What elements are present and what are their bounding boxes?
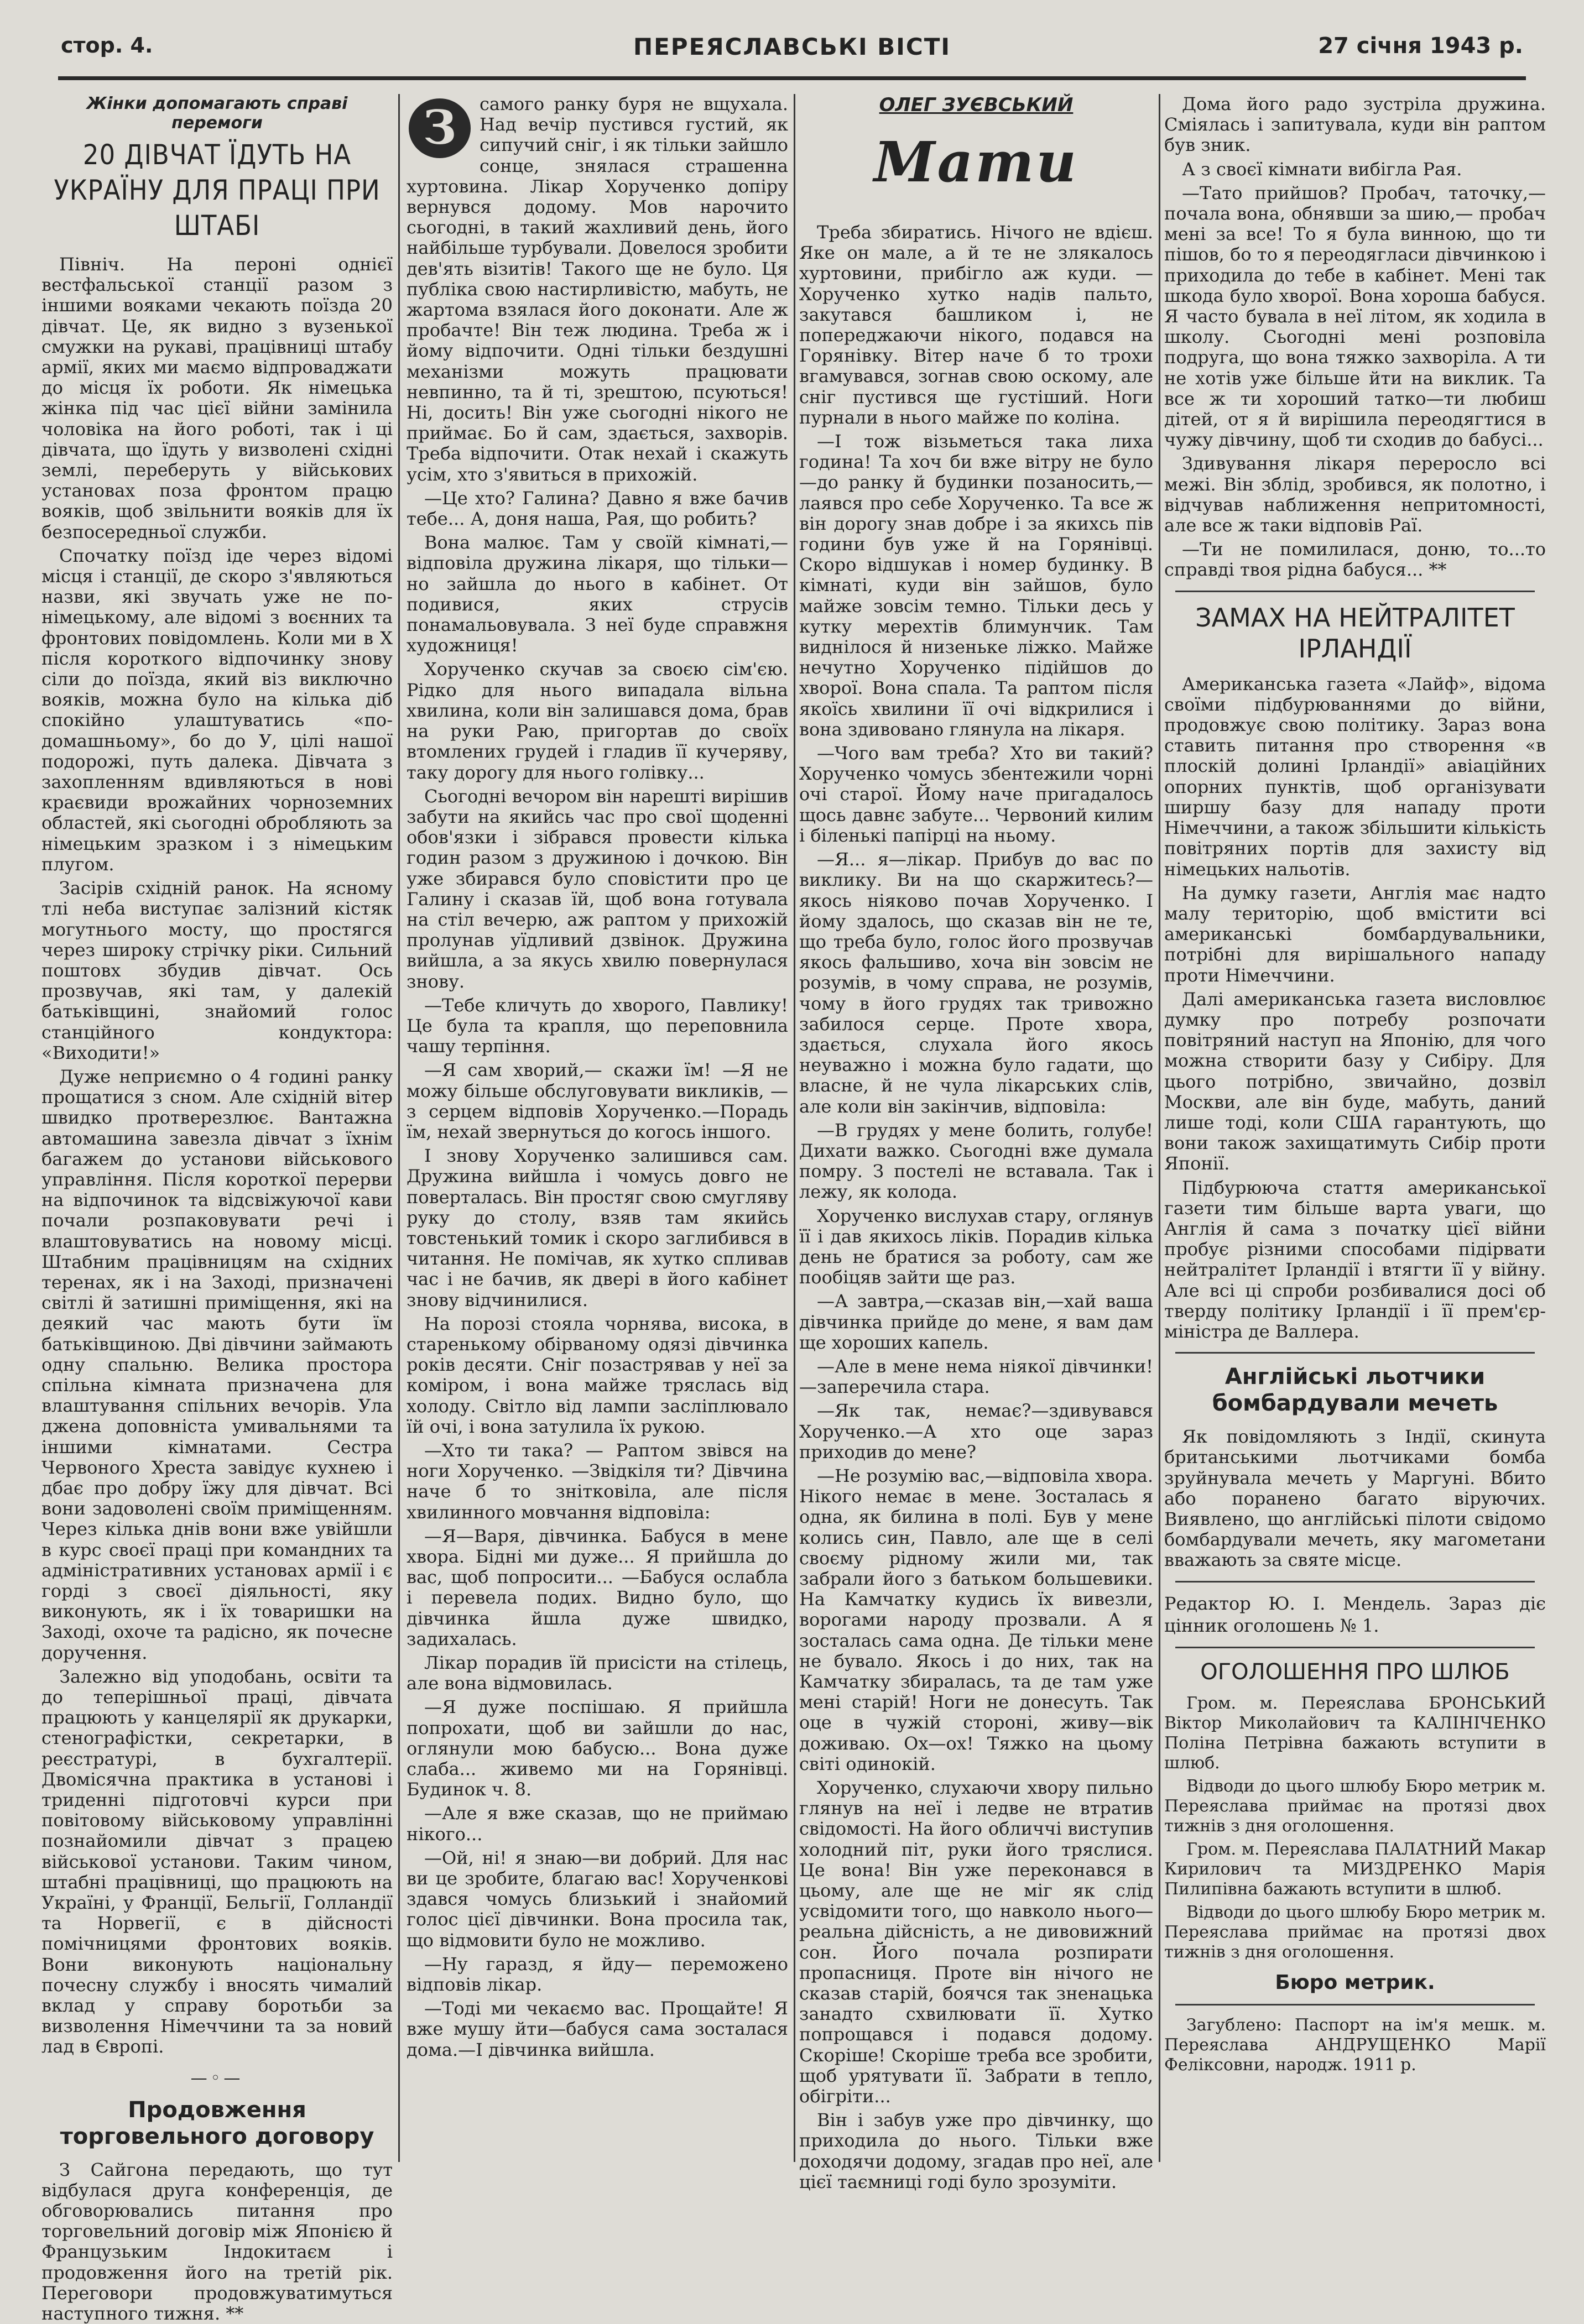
drop-cap-z (407, 95, 473, 161)
paragraph: —А завтра,—сказав він,—хай ваша дівчинка прийде до мене, я вам дам ще хороших капель. (799, 1291, 1153, 1353)
lost-notice: Загублено: Паспорт на ім'я мешк. м. Переяслава АНДРУЩЕНКО Марії Феліксовни, народж. 1911 р. (1164, 2015, 1546, 2075)
paragraph: —Але в мене нема ніякої дівчинки! —заперечила стара. (799, 1355, 1153, 1398)
paragraph: Лікар порадив їй присісти на стілець, але вона відмовилась. (407, 1652, 788, 1694)
paragraph: —Не розумію вас,—відповіла хвора. Нікого немає в мене. Зосталась я одна, як билина в полі. Був у мене колись син, Павло, але ще в селі своєму рідному жили ми, так забрали його з батьком большевики. На Камчатку кудись їх вивезли, ворогами народу прозвали. А я зосталась сама одна. Де тільки мене не бувало. Якось і до них, так на Камчатку збиралась, та де там уже мені старій! Ноги не донесуть. Так оце в чужій стороні, живу—вік доживаю. Ох—ох! Тяжко на цьому світі одинокій. (799, 1465, 1153, 1774)
paragraph: Північ. На пероні однієї вестфальської станції разом з іншими вояками чекають поїзда 20 дівчат. Це, як видно з вузенької смужки на рукаві, працівниці штабу армії, яких ми маємо відпроваджати до місця їх роботи. Як німецька жінка під час цієї війни замінила чоловіка на його роботі, так і ці дівчата, що їдуть у визволені східні землі, переберуть у військових установах поза фронтом працю вояків, щоб звільнити вояків для їх безпосередньої служби. (41, 254, 393, 542)
notice: Гром. м. Переяслава ПАЛАТНИЙ Макар Кирилович та МИЗДРЕНКО Марія Пилипівна бажають вступити в шлюб. (1164, 1839, 1546, 1899)
article-headline: 20 ДІВЧАТ ЇДУТЬ НА УКРАЇНУ ДЛЯ ПРАЦІ ПРИ ШТАБІ (54, 139, 381, 242)
story-title: Мати (873, 129, 1078, 195)
paragraph: —Тато прийшов? Пробач, таточку,— почала вона, обнявши за шию,— пробач мені за все! То я була винною, що ти пішов, бо то я переодягласи дівчинкою і приходила до тебе в кабінет. Мені так шкода було хворої. Вона хороша бабуся. Я часто бувала в неї літом, як ходила в школу. Сьогодні мені розповіла подруга, що вона тяжко захворіла. А ти не хотів уже більше йти на виклик. Та все ж ти хороший татко—ти любиш дітей, от я й вирішила переодягтися в чужу дівчину, щоб ти сходив до бабусі... (1164, 182, 1546, 451)
paragraph: —Я сам хворий,— скажи їм! —Я не можу більше обслуговувати викликів, —з серцем відповів Хорученко.—Порадь їм, нехай звернуться до когось іншого. (407, 1059, 788, 1142)
paragraph: Дуже неприємно о 4 годині ранку прощатися з сном. Але східній вітер швидко протверезлює. Вантажна автомашина завезла дівчат з їхнім багажем до установи військового управління. Після короткої перерви на відпочинок та відсвіжуючої кави почали розпаковувати речі і влаштовуватись на новому місці. Штабним працівницям на східних теренах, як і на Заході, призначені світлі й затишні приміщення, які на деякий час мають бути їм батьківщиною. Дві дівчини займають одну спальню. Велика простора спільна кімната призначена для влаштування спільних вечорів. Ула джена доповніста умивальнями та іншими кімнатами. Сестра Червоного Хреста завідує кухнею і дбає про добру їжу для дівчат. Всі вони задоволені своїм приміщенням. Через кілька днів вони вже увійшли в курс своєї праці при командних та адміністративних установах армії і є горді з своєї діяльності, яку виконують, як і їх товаришки на Заході, охоче та радісно, як почесне доручення. (41, 1066, 393, 1663)
issue-date: 27 січня 1943 р. (1318, 33, 1523, 59)
section-divider (1175, 1352, 1535, 1354)
paragraph: Підбурююча стаття американської газети тим більше варта уваги, що Англія й сама з початку цієї війни пробує різними способами підірвати нейтралітет Ірландії і втягти її у війну. Але всі ці спроби розбивалися досі об тверду політику Ірландії і її прем'єр-міністра де Валлера. (1164, 1177, 1546, 1342)
article-headline: Продовження торговельного договору (60, 2097, 374, 2149)
paragraph: І знову Хорученко залишився сам. Дружина вийшла і чомусь довго не поверталась. Він простяг свою смугляву руку до столу, взяв там якийсь товстенький томик і скоро заглибився в читання. Не помічав, як хутко спливав час і не бачив, як двері в його кабінет знову відчинилися. (407, 1145, 788, 1310)
paragraph: Хорученко вислухав стару, оглянув її і дав якихось ліків. Порадив кілька день не братися за роботу, сам же пообіцяв зайти ще раз. (799, 1205, 1153, 1288)
article-kicker: Жінки допомагають справі перемоги (86, 94, 348, 133)
paragraph: Хорученко, слухаючи хвору пильно глянув на неї і ледве не втратив свідомості. На його обличчі виступив холодний піт, руки його тряслися. Це вона! Він уже переконався в цьому, але ще не міг як слід усвідомити того, що навколо нього—реальна дійсність, а не дивовижний сон. Його почала розпирати пропасниця. Проте він нічого не сказав старій, боячся так зненацька занадто схвилювати її. Хутко попрощався і подався додому. Скоріше! Скоріше треба все зробити, щоб урятувати її. Забрати в тепло, обігріти... (799, 1777, 1153, 2107)
column-2 (407, 94, 788, 2173)
page-header (58, 33, 1526, 66)
header-rule (58, 76, 1526, 80)
section-divider (1175, 2004, 1535, 2006)
paragraph: Сьогодні вечором він нарешті вирішив забути на якийсь час про свої щоденні обов'язки і зібрався провести кілька годин разом з дружиною і дочкою. Він уже збирався було сповістити про це Галину і сказав їй, щоб вона готувала на стіл вечерю, аж раптом у прихожій пролунав уїдливий дзвінок. Дружина вийшла, а за якусь хвилю повернулася знову. (407, 785, 788, 992)
editor-line: Редактор Ю. І. Мендель. Зараз діє цінник оголошень № 1. (1164, 1592, 1546, 1636)
column-divider (794, 94, 795, 2162)
section-ornament: —◦— (190, 2068, 244, 2088)
paragraph: —В грудях у мене болить, голубе! Дихати важко. Сьогодні вже думала помру. З постелі не вставала. Так і лежу, як колода. (799, 1119, 1153, 1203)
paragraph: —Тоді ми чекаємо вас. Прощайте! Я вже мушу йти—бабуся сама зосталася дома.—І дівчинка вийшла. (407, 1998, 788, 2060)
paragraph: —Хто ти така? — Раптом звівся на ноги Хорученко. —Звідкіля ти? Дівчина наче б то знітковіла, але після хвилинного мовчання відповіла: (407, 1440, 788, 1523)
paragraph: —Я... я—лікар. Прибув до вас по виклику. Ви на що скаржитесь?— якось ніяково почав Хорученко. І йому здалось, що сказав він не те, що треба було, голос його прозвучав якось фальшиво, хоча він зовсім не розумів, в чому справа, не розумів, чому в його грудях так тривожно забилося серце. Проте хвора, здається, слухала його якось неуважно і можна було гадати, що власне, й не чула лікарських слів, але коли він закінчив, відповіла: (799, 849, 1153, 1117)
column-4 (1164, 94, 1546, 2173)
notice: Відводи до цього шлюбу Бюро метрик м. Переяслава приймає на протязі двох тижнів з дня оголошення. (1164, 1776, 1546, 1836)
notice: Гром. м. Переяслава БРОНСЬКИЙ Віктор Миколайович та КАЛІНІЧЕНКО Поліна Петрівна бажають вступити в шлюб. (1164, 1693, 1546, 1773)
paragraph: Здивування лікаря переросло всі межі. Він зблід, зробився, як полотно, і відчував наближення непритомності, але все ж таки відповів Раї. (1164, 453, 1546, 536)
paragraph: Вона малює. Там у своїй кімнаті,— відповіла дружина лікаря, що тільки— но зайшла до нього в кабінет. От подивися, яких струсів понамальовувала. З неї буде справжня художниця! (407, 532, 788, 656)
paragraph: —Я—Варя, дівчинка. Бабуся в мене хвора. Бідні ми дуже... Я прийшла до вас, щоб попросити... —Бабуся ослабла і перевела подих. Видно було, що дівчинка йшла дуже швидко, задихалась. (407, 1525, 788, 1649)
paragraph: —Це хто? Галина? Давно я вже бачив тебе... А, доня наша, Рая, що робить? (407, 487, 788, 530)
paragraph: —Чого вам треба? Хто ви такий? Хорученко чомусь збентежили чорні очі старої. Йому наче пригадалось щось давнє забуте... Червоний килим і біленькі папірці на ньому. (799, 743, 1153, 846)
column-divider (1159, 94, 1160, 2162)
paragraph: Він і забув уже про дівчинку, що приходила до нього. Тільки вже доходячи додому, згадав про неї, але цієї таємниці годі було зрозуміти. (799, 2109, 1153, 2192)
paragraph: А з своєї кімнати вибігла Рая. (1182, 158, 1462, 180)
bureau-signature: Бюро метрик. (1275, 1971, 1435, 1994)
newspaper-title: ПЕРЕЯСЛАВСЬКІ ВІСТІ (633, 33, 951, 60)
column-divider (398, 94, 400, 2162)
paragraph: Як повідомляють з Індії, скинута британськими льотчиками бомба зруйнувала мечеть у Маргуні. Вбито або поранено багато віруючих. Виявлено, що англійські пілоти свідомо бомбардували мечеть, яку магометани вважають за святе місце. (1164, 1426, 1546, 1571)
paragraph: Спочатку поїзд іде через відомі місця і станції, де скоро з'являються назви, які звучать уже не по-німецькому, але відомі з воєнних та фронтових повідомлень. Коли ми в Х після короткого відпочинку знову сіли до поїзда, який віз виключно вояків, можна було на кілька діб спокійно улаштуватись «по-домашньому», бо до У, цілі нашої подорожі, путь далека. Дівчата з захопленням вдивляються в нові краєвиди врожайних чорноземних областей, які сьогодні обробляють за німецьким зразком і з німецьким плугом. (41, 545, 393, 875)
svg-text:З: З (423, 100, 457, 155)
story-author: ОЛЕГ ЗУЄВСЬКИЙ (879, 94, 1074, 116)
article-headline: Англійські льотчики бомбардували мечеть (1212, 1364, 1498, 1417)
paragraph: —Але я вже сказав, що не приймаю нікого... (407, 1803, 788, 1845)
paragraph: Треба збиратись. Нічого не вдієш. Яке он мале, а й те не злякалось хуртовини, прибігло аж куди. —Хорученко хутко надів пальто, закутався башликом і, не попереджаючи нікого, подався на Горянівку. Вітер наче б то трохи вгамувався, зогнав свою оскому, але сніг пустився ще густіший. Ноги пурнали в нього майже по коліна. (799, 222, 1153, 428)
paragraph: —Ну гаразд, я йду— переможено відповів лікар. (407, 1953, 788, 1996)
paragraph: Далі американська газета висловлює думку про потребу розпочати повітряний наступ на Японію, для чого можна створити базу у Сибіру. Для цього потрібно, звичайно, дозвіл Москви, але він буде, мабуть, даний лише тоді, коли США гарантують, що вони також захищатимуть Сибір проти Японії. (1164, 988, 1546, 1174)
paragraph: З Сайгона передають, що тут відбулася друга конференція, де обговорювались питання про торговельний договір між Японією й Французьким Індокитаєм і продовження його на третій рік. Переговори продовжуватимуться наступного тижня. ** (41, 2159, 393, 2324)
article-headline: ЗАМАХ НА НЕЙТРАЛІТЕТ ІРЛАНДІЇ (1195, 602, 1515, 664)
paragraph: Засірів східній ранок. На ясному тлі неба виступає залізний кістяк могутнього мосту, що простягся через широку стрічку ріки. Сильний поштовх збудив дівчат. Ось прозвучав, які там, у далекій батьківщині, знайомий голос станційного кондуктора: «Виходити!» (41, 878, 393, 1063)
paragraph: На порозі стояла чорнява, висока, в старенькому обірваному одязі дівчинка років десяти. Сніг позастрявав у неї за коміром, і вона майже тряслась від холоду. Світло від лампи засліплювало їй очі, і вона затулила їх рукою. (407, 1313, 788, 1437)
paragraph: Хорученко скучав за своєю сім'єю. Рідко для нього випадала вільна хвилина, коли він залишався дома, брав на руки Раю, пригортав до своїх втомлених грудей і гладив її кучеряву, таку дорогу для нього голівку... (407, 659, 788, 783)
paragraph: Залежно від уподобань, освіти та до теперішньої праці, дівчата працюють у канцелярії як друкарки, стенографістки, секретарки, в реєстратурі, в бухгалтерії. Двомісячна практика в установі і триденні підготовчі курси при повітовому військовому управлінні познайомили дівчат з працею військової установи. Таким чином, штабні працівниці, що працюють на Україні, у Франції, Бельгії, Голландії та Норвегії, є в дійсності помічницями фронтових вояків. Вони виконують національну почесну службу і вносять чималий вклад у справу боротьби за визволення Німеччини та за новий лад в Європі. (41, 1665, 393, 2057)
paragraph: —І тож візьметься така лиха година! Та хоч би вже вітру не було—до ранку й будинки позаносить,— лаявся про себе Хорученко. Та все ж він дорогу знав добре і за якихсь пів години був уже й на Горянівці. Скоро відшукав і номер будинку. В кімнаті, куди він зайшов, було майже зовсім темно. Тільки десь у кутку мерехтів блимунчик. Там виднілося й низеньке ліжко. Майже нечутно Хорученко підійшов до хворої. Вона спала. Та раптом після якоїсь хвилини її очі відкрилися і вона здивовано глянула на лікаря. (799, 431, 1153, 740)
column-1 (41, 94, 393, 2324)
paragraph: Дома його радо зустріла дружина. Сміялась і запитувала, куди він раптом був зник. (1164, 93, 1546, 156)
section-divider (1175, 1647, 1535, 1648)
paragraph: Американська газета «Лайф», відома своїми підбурюваннями до війни, продовжує свою політику. Зараз вона ставить питання про створення «в плоскій долині Ірландії» авіаційних опорних пунктів, щоб організувати ширшу базу для нападу проти Німеччини, а також збільшити кількість повітряних портів для захисту від німецьких нальотів. (1164, 673, 1546, 880)
column-3 (799, 94, 1153, 2192)
paragraph: —Я дуже поспішаю. Я прийшла попрохати, щоб ви зайшли до нас, оглянули мою бабусю... Вона дуже слаба... живемо ми на Горянівці. Будинок ч. 8. (407, 1696, 788, 1800)
paragraph: самого ранку буря не вщухала. Над вечір пустився густий, як сипучий сніг, і як тільки зайшло сонце, знялася страшенна хуртовина. Лікар Хорученко допіру вернувся додому. Мов нарочито сьогодні, в такий жахливий день, його найбільше турбували. Довелося зробити дев'ять візитів! Такого ще не було. Ця публіка свою настирливістю, мабуть, не жартома взялася його доконати. Але ж пробачте! Він теж людина. Треба ж і йому відпочити. Одні тільки бездушні механізми можуть працювати невпинно, та й ті, зрештою, псуються! Ні, досить! Він уже сьогодні нікого не приймає. Бо й сам, здається, захворів. Треба відпочити. Отак нехай і скажуть усім, хто з'явиться в прихожій. (407, 93, 788, 485)
section-divider (1175, 1581, 1535, 1583)
paragraph: —Як так, немає?—здивувався Хорученко.—А хто оце зараз приходив до мене? (799, 1400, 1153, 1463)
paragraph: На думку газети, Англія має надто малу територію, щоб вмістити всі американські бомбардувальники, потрібні для вирішального нападу проти Німеччини. (1164, 882, 1546, 986)
paragraph: —Тебе кличуть до хворого, Павлику! Це була та крапля, що переповнила чашу терпіння. (407, 994, 788, 1057)
section-divider (1175, 591, 1535, 592)
notices-title: ОГОЛОШЕННЯ ПРО ШЛЮБ (1200, 1659, 1510, 1685)
paragraph: —Ой, ні! я знаю—ви добрий. Для нас ви це зробите, благаю вас! Хорученкові здався чомусь близький і знайомий голос цієї дівчинки. Вона просила так, що відмовити було не можливо. (407, 1847, 788, 1951)
notice: Відводи до цього шлюбу Бюро метрик м. Переяслава приймає на протязі двох тижнів з дня оголошення. (1164, 1902, 1546, 1962)
page-number: стор. 4. (61, 33, 153, 58)
paragraph: —Ти не помилилася, доню, то...то справді твоя рідна бабуся... ** (1164, 539, 1546, 581)
